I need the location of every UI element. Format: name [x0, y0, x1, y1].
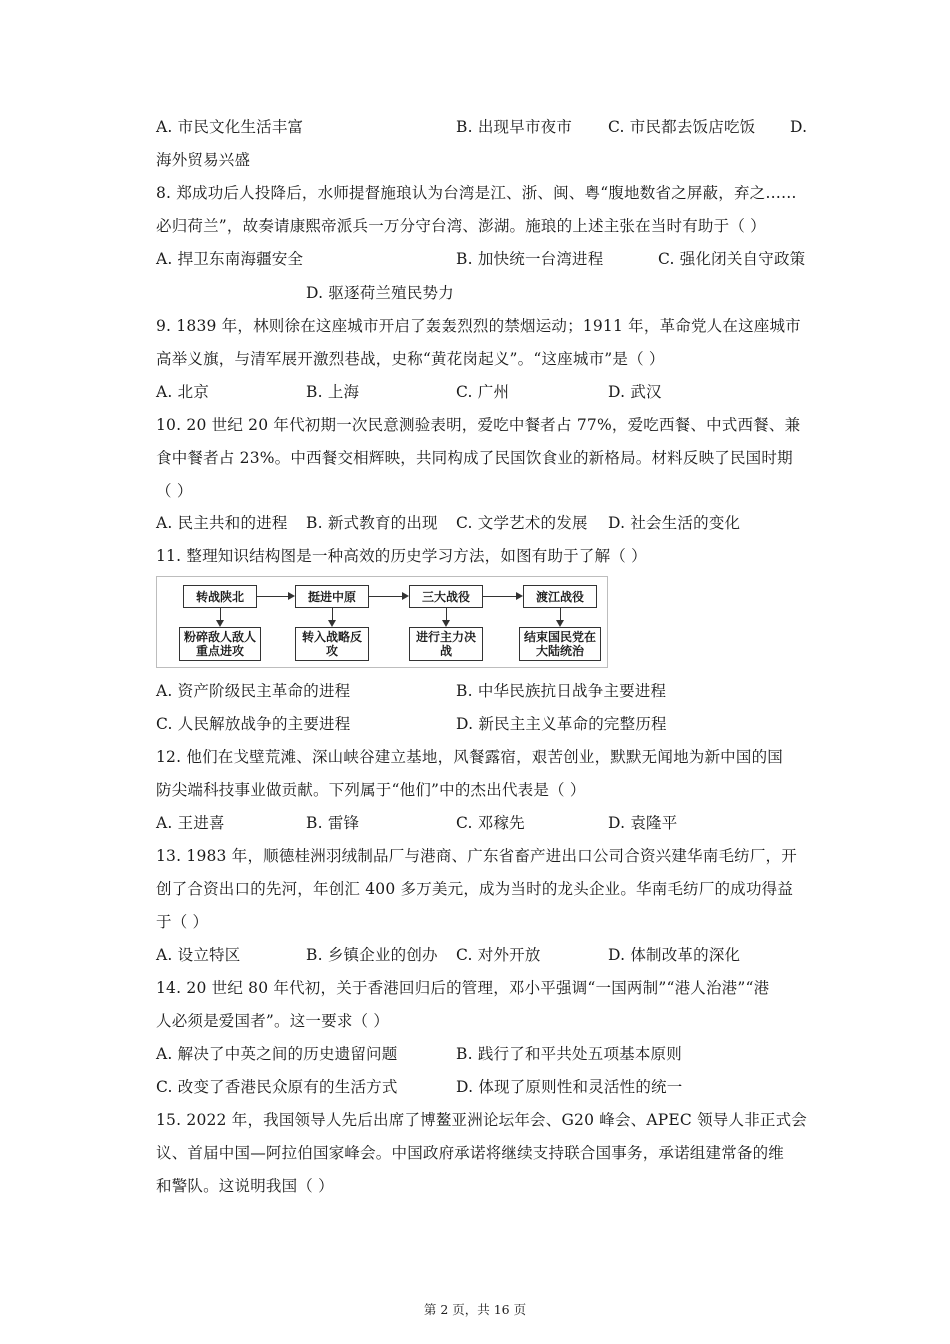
q10-stem-line2: 食中餐者占 23%。中西餐交相辉映，共同构成了民国饮食业的新格局。材料反映了民国时期: [156, 449, 793, 467]
diagram-node-top-3: 三大战役: [409, 585, 483, 608]
q13-option-a: A. 设立特区: [156, 946, 241, 964]
q15-stem-line2: 议、首届中国—阿拉伯国家峰会。中国政府承诺将继续支持联合国事务，承诺组建常备的维: [156, 1144, 785, 1162]
diagram-node-top-1: 转战陕北: [183, 585, 257, 608]
q8-option-b: B. 加快统一台湾进程: [456, 250, 604, 268]
q8-option-c: C. 强化闭关自守政策: [658, 250, 806, 268]
q8-option-d: D. 驱逐荷兰殖民势力: [306, 284, 454, 302]
q10-stem-line1: 10. 20 世纪 20 年代初期一次民意测验表明，爱吃中餐者占 77%，爱吃西餐、中式西餐、兼: [156, 416, 801, 434]
q10-option-b: B. 新式教育的出现: [306, 514, 438, 532]
q12-option-d: D. 袁隆平: [608, 814, 678, 832]
page-number: 第 2 页，共 16 页: [423, 1302, 527, 1317]
q9-option-d: D. 武汉: [608, 383, 662, 401]
q11-stem-line1: 11. 整理知识结构图是一种高效的历史学习方法，如图有助于了解（ ）: [156, 547, 647, 565]
q8-stem-line1: 8. 郑成功后人投降后，水师提督施琅认为台湾是江、浙、闽、粤“腹地数省之屏蔽，弃之……: [156, 184, 797, 202]
q10-option-a: A. 民主共和的进程: [156, 514, 288, 532]
knowledge-structure-diagram: [156, 576, 608, 668]
arrow-down-icon: [446, 608, 447, 625]
q11-option-d: D. 新民主主义革命的完整历程: [456, 715, 667, 733]
q10-option-c: C. 文学艺术的发展: [456, 514, 588, 532]
diagram-node-bottom-1: 粉碎敌人敌人重点进攻: [179, 627, 261, 661]
arrow-right-icon: [483, 596, 521, 597]
diagram-node-bottom-4: 结束国民党在大陆统治: [519, 627, 601, 661]
q14-stem-line1: 14. 20 世纪 80 年代初，关于香港回归后的管理，邓小平强调“一国两制”“港人治港”“港: [156, 979, 770, 997]
q13-option-c: C. 对外开放: [456, 946, 541, 964]
q7-option-a: A. 市民文化生活丰富: [156, 118, 304, 136]
q9-stem-line1: 9. 1839 年，林则徐在这座城市开启了轰轰烈烈的禁烟运动；1911 年，革命党人在这座城市: [156, 317, 801, 335]
q8-stem-line2: 必归荷兰”，故奏请康熙帝派兵一万分守台湾、澎湖。施琅的上述主张在当时有助于（ ）: [156, 217, 766, 235]
q9-stem-line2: 高举义旗，与清军展开激烈巷战，史称“黄花岗起义”。“这座城市”是（ ）: [156, 350, 665, 368]
q11-option-c: C. 人民解放战争的主要进程: [156, 715, 351, 733]
q14-stem-line2: 人必须是爱国者”。这一要求（ ）: [156, 1012, 390, 1030]
q11-option-a: A. 资产阶级民主革命的进程: [156, 682, 351, 700]
arrow-down-icon: [560, 608, 561, 625]
q13-option-d: D. 体制改革的深化: [608, 946, 741, 964]
q9-option-a: A. 北京: [156, 383, 210, 401]
diagram-node-bottom-3: 进行主力决战: [409, 627, 483, 661]
q14-option-d: D. 体现了原则性和灵活性的统一: [456, 1078, 683, 1096]
q12-stem-line2: 防尖端科技事业做贡献。下列属于“他们”中的杰出代表是（ ）: [156, 781, 586, 799]
q13-stem-line1: 13. 1983 年，顺德桂洲羽绒制品厂与港商、广东省畜产进出口公司合资兴建华南毛纺厂，开: [156, 847, 797, 865]
q10-stem-line3: （ ）: [156, 482, 193, 500]
q14-option-c: C. 改变了香港民众原有的生活方式: [156, 1078, 398, 1096]
q15-stem-line3: 和警队。这说明我国（ ）: [156, 1177, 334, 1195]
arrow-down-icon: [332, 608, 333, 625]
q12-option-a: A. 王进喜: [156, 814, 225, 832]
diagram-node-top-4: 渡江战役: [523, 585, 597, 608]
q13-option-b: B. 乡镇企业的创办: [306, 946, 438, 964]
q14-option-b: B. 践行了和平共处五项基本原则: [456, 1045, 682, 1063]
q10-option-d: D. 社会生活的变化: [608, 514, 741, 532]
q14-option-a: A. 解决了中英之间的历史遗留问题: [156, 1045, 398, 1063]
q7-option-d-text: 海外贸易兴盛: [156, 151, 251, 169]
arrow-right-icon: [369, 596, 407, 597]
q13-stem-line2: 创了合资出口的先河，年创汇 400 多万美元，成为当时的龙头企业。华南毛纺厂的成功得益: [156, 880, 794, 898]
diagram-node-top-2: 挺进中原: [295, 585, 369, 608]
arrow-down-icon: [220, 608, 221, 625]
arrow-right-icon: [257, 596, 293, 597]
q7-option-d: D.: [790, 118, 808, 136]
q12-option-b: B. 雷锋: [306, 814, 360, 832]
q9-option-c: C. 广州: [456, 383, 510, 401]
q7-option-c: C. 市民都去饭店吃饭: [608, 118, 756, 136]
q7-option-b: B. 出现早市夜市: [456, 118, 573, 136]
q13-stem-line3: 于（ ）: [156, 913, 209, 931]
q15-stem-line1: 15. 2022 年，我国领导人先后出席了博鳌亚洲论坛年会、G20 峰会、APEC 领导人非正式会: [156, 1111, 808, 1129]
q12-stem-line1: 12. 他们在戈壁荒滩、深山峡谷建立基地，风餐露宿，艰苦创业，默默无闻地为新中国的国: [156, 748, 783, 766]
q11-option-b: B. 中华民族抗日战争主要进程: [456, 682, 667, 700]
q12-option-c: C. 邓稼先: [456, 814, 525, 832]
diagram-node-bottom-2: 转入战略反攻: [295, 627, 369, 661]
q8-option-a: A. 捍卫东南海疆安全: [156, 250, 304, 268]
q9-option-b: B. 上海: [306, 383, 360, 401]
